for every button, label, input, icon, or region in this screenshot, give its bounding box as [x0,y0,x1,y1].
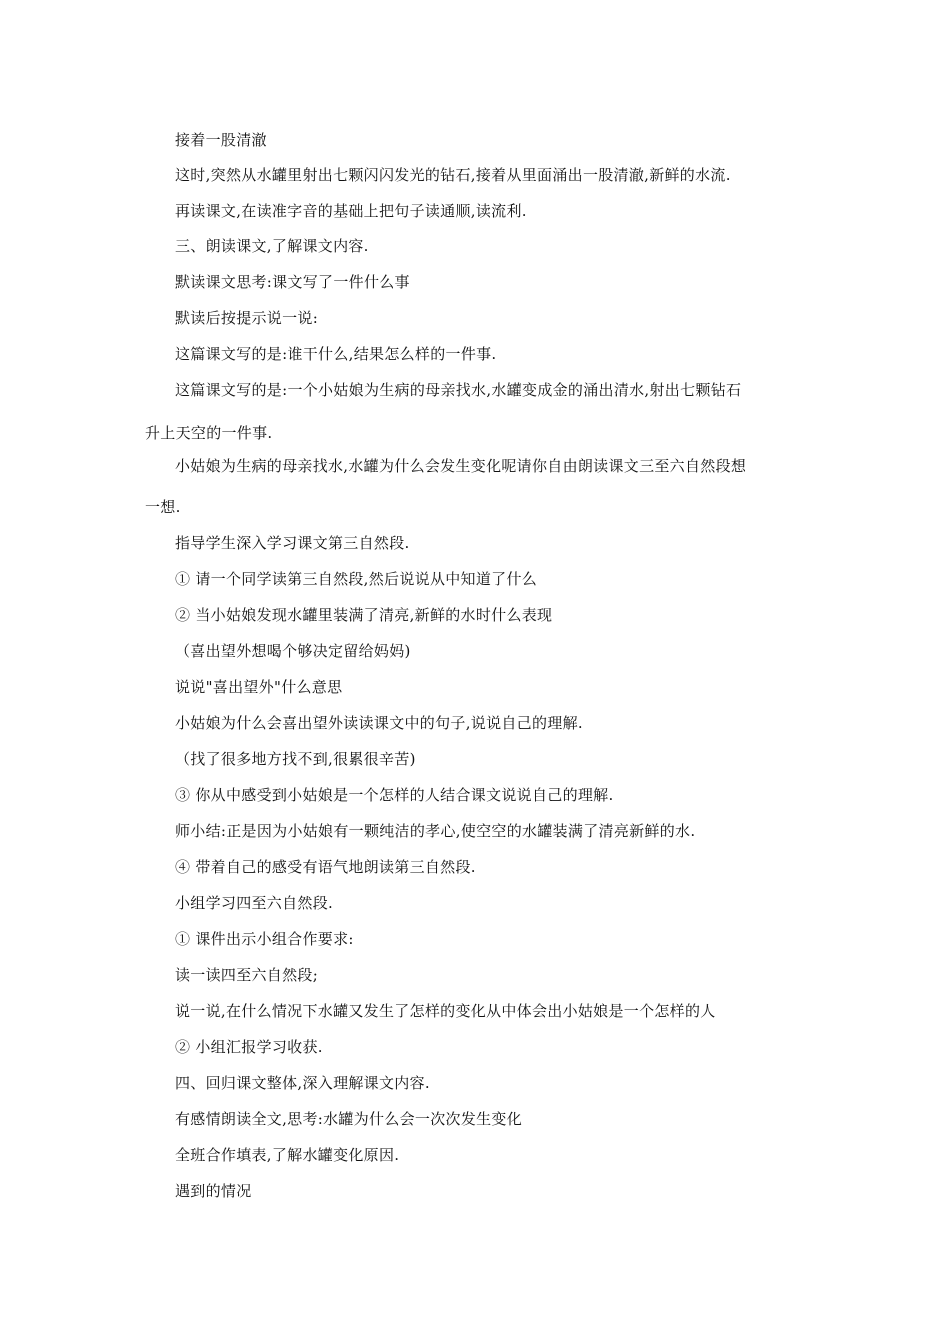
text-line: 师小结:正是因为小姑娘有一颗纯洁的孝心,使空空的水罐装满了清亮新鲜的水. [175,822,696,840]
list-item: ② 当小姑娘发现水罐里装满了清亮,新鲜的水时什么表现 [175,606,553,624]
text-line: 这时,突然从水罐里射出七颗闪闪发光的钻石,接着从里面涌出一股清澈,新鲜的水流. [175,166,731,184]
text-line: 说一说,在什么情况下水罐又发生了怎样的变化从中体会出小姑娘是一个怎样的人 [175,1002,716,1020]
text-line: 说说"喜出望外"什么意思 [175,678,343,696]
text-line: （喜出望外想喝个够决定留给妈妈) [175,642,411,660]
text-line: 默读后按提示说一说: [175,309,319,327]
section-heading: 四、回归课文整体,深入理解课文内容. [175,1074,430,1092]
text-line: 小姑娘为生病的母亲找水,水罐为什么会发生变化呢请你自由朗读课文三至六自然段想 [175,457,747,475]
text-line: 小姑娘为什么会喜出望外读读课文中的句子,说说自己的理解. [175,714,583,732]
text-line: 遇到的情况 [175,1182,252,1200]
text-line: 这篇课文写的是:谁干什么,结果怎么样的一件事. [175,345,497,363]
text-line: 接着一股清澈 [175,131,267,149]
list-item: ② 小组汇报学习收获. [175,1038,323,1056]
text-line: 指导学生深入学习课文第三自然段. [175,534,410,552]
text-line: 小组学习四至六自然段. [175,894,334,912]
text-line: （找了很多地方找不到,很累很辛苦) [175,750,416,768]
text-line: 这篇课文写的是:一个小姑娘为生病的母亲找水,水罐变成金的涌出清水,射出七颗钻石 [175,381,742,399]
text-line-continuation: 一想. [145,498,181,516]
text-line-continuation: 升上天空的一件事. [145,424,273,442]
list-item: ④ 带着自己的感受有语气地朗读第三自然段. [175,858,476,876]
list-item: ① 请一个同学读第三自然段,然后说说从中知道了什么 [175,570,538,588]
section-heading: 三、朗读课文,了解课文内容. [175,237,369,255]
text-line: 再读课文,在读准字音的基础上把句子读通顺,读流利. [175,202,527,220]
text-line: 默读课文思考:课文写了一件什么事 [175,273,410,291]
text-line: 全班合作填表,了解水罐变化原因. [175,1146,400,1164]
text-line: 读一读四至六自然段; [175,966,319,984]
list-item: ③ 你从中感受到小姑娘是一个怎样的人结合课文说说自己的理解. [175,786,614,804]
text-line: 有感情朗读全文,思考:水罐为什么会一次次发生变化 [175,1110,523,1128]
list-item: ① 课件出示小组合作要求: [175,930,354,948]
